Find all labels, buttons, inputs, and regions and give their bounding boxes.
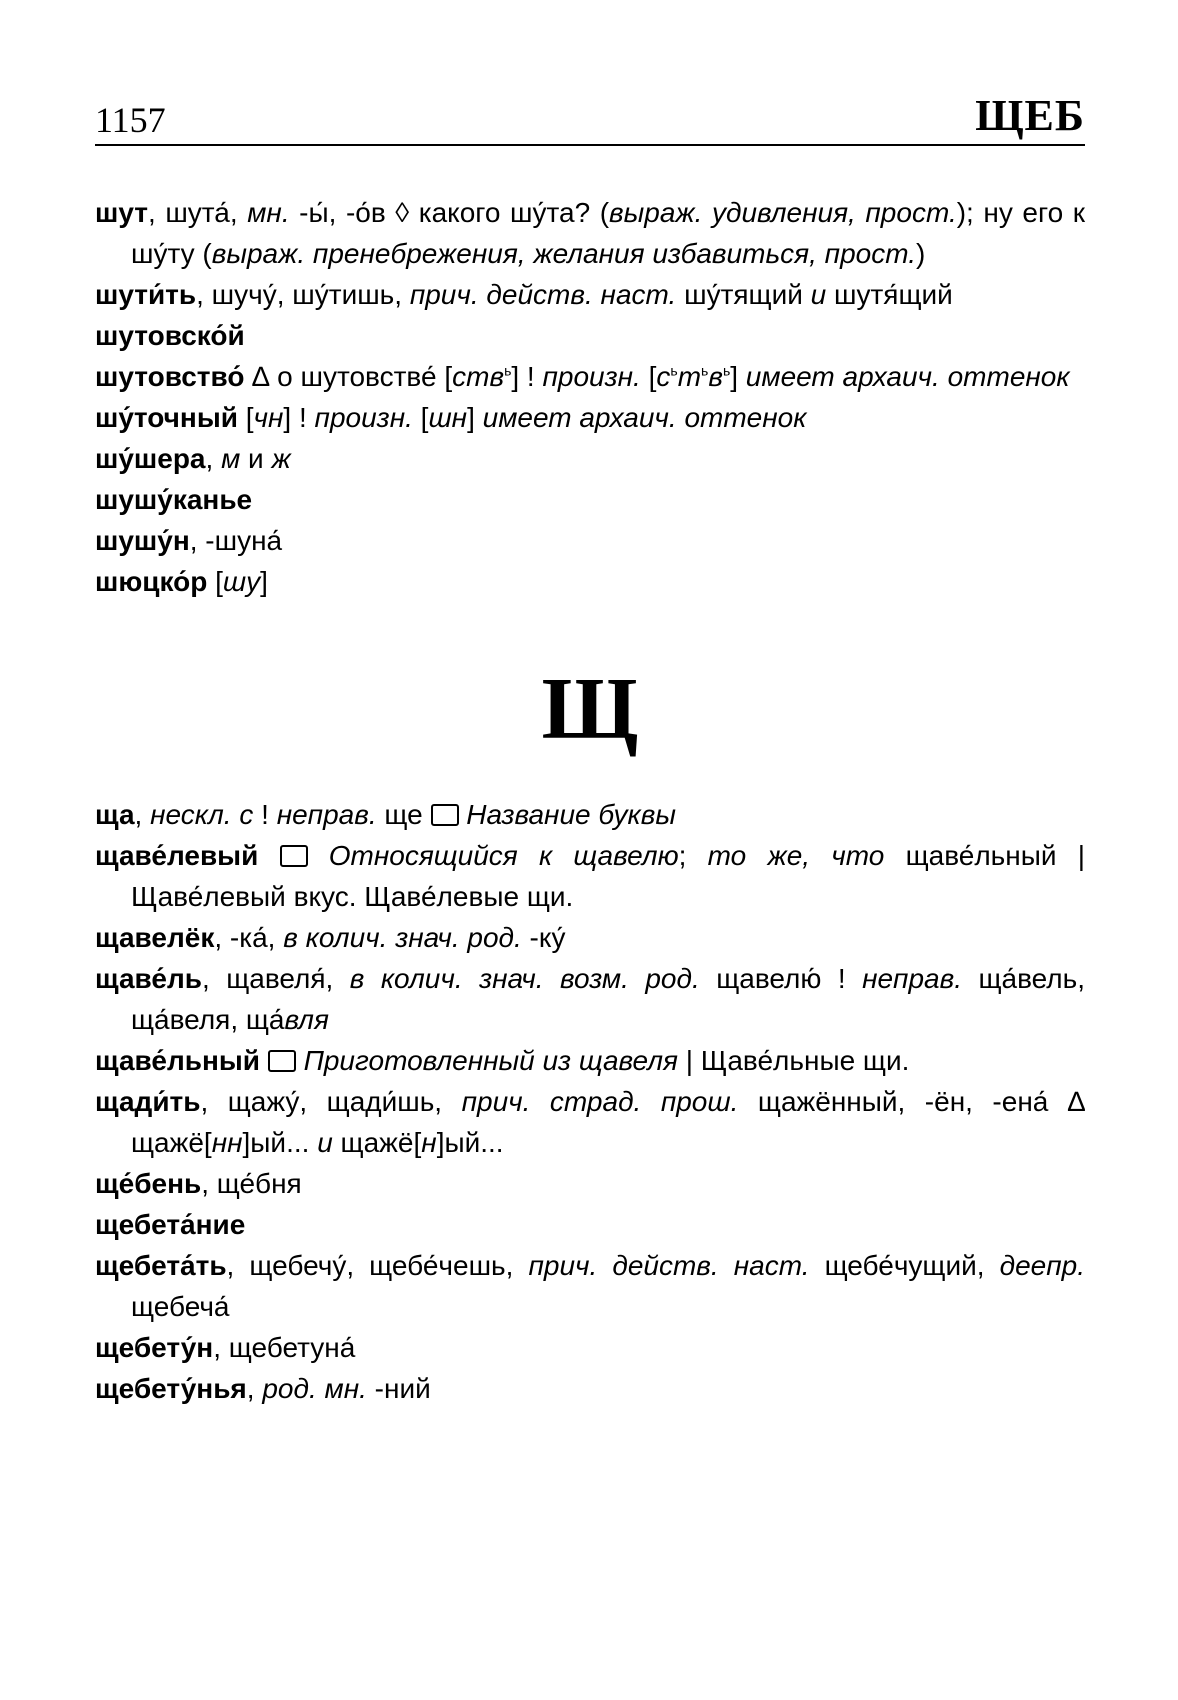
entry-text: , щебетуна́: [213, 1332, 356, 1363]
entry-text: , щебечу́, щебе́чешь,: [226, 1250, 529, 1281]
entry-text: [308, 840, 329, 871]
italic-label: шн: [428, 402, 468, 433]
entry-text: , щажу́, щади́шь,: [200, 1086, 462, 1117]
entry-text: [: [412, 402, 429, 433]
italic-label: произн.: [314, 402, 413, 433]
dictionary-entry: [95, 192, 1085, 274]
entry-text: ]: [467, 402, 483, 433]
entry-text: ∆ о шутовстве́ [: [244, 361, 453, 392]
entry-text: щаве́льный | Щаве́левый вкус. Щаве́левые щи.: [131, 840, 1085, 912]
running-head: ЩЕБ: [975, 91, 1085, 140]
entry-text: , шучу́, шу́тишь,: [196, 279, 410, 310]
entry-text: [260, 1045, 268, 1076]
entry-text: [: [237, 402, 254, 433]
italic-label: нескл. с: [150, 799, 254, 830]
entry-text: -ний: [366, 1373, 431, 1404]
dictionary-entry: [95, 1204, 1085, 1245]
dictionary-entry: [95, 917, 1085, 958]
headword: шути́ть: [95, 279, 197, 310]
entry-text: ); ну его к шу́ту (: [131, 197, 1085, 269]
dictionary-entry: [95, 1040, 1085, 1081]
italic-label: в колич. знач. возм. род.: [349, 963, 700, 994]
headword: шутовско́й: [95, 320, 245, 351]
section-letter-heading: Щ: [541, 661, 639, 758]
headword: шу́точный: [95, 402, 238, 433]
italic-label: Приготовленный из щавеля: [303, 1045, 678, 1076]
entry-text: щажённый, -ён, -ена́ ∆ щажё[: [131, 1086, 1085, 1158]
softness-mark: ь: [670, 362, 678, 379]
dictionary-entry: [95, 315, 1085, 356]
italic-label: т: [677, 361, 702, 392]
headword: шут: [95, 197, 148, 228]
entry-text: ,: [205, 443, 222, 474]
dictionary-entry: [95, 479, 1085, 520]
softness-mark: ь: [722, 362, 731, 379]
softness-mark: ь: [701, 362, 709, 379]
entry-text: , -ка́,: [214, 922, 284, 953]
italic-label: неправ.: [276, 799, 377, 830]
headword: щади́ть: [95, 1086, 201, 1117]
italic-label: в колич. знач. род.: [283, 922, 522, 953]
dictionary-entry: [95, 1368, 1085, 1409]
entry-text: ]ый...: [242, 1127, 318, 1158]
definition-box-icon: [268, 1050, 296, 1072]
headword: шушу́канье: [95, 484, 253, 515]
italic-label: и: [810, 279, 827, 310]
softness-mark: ь: [504, 362, 512, 379]
dictionary-entry: [95, 274, 1085, 315]
italic-label: Название буквы: [466, 799, 676, 830]
italic-label: Относящийся к щавелю: [328, 840, 679, 871]
entry-text: ;: [678, 840, 708, 871]
entry-text: [258, 840, 279, 871]
italic-label: прич. действ. наст.: [528, 1250, 810, 1281]
entry-text: [296, 1045, 304, 1076]
italic-label: вля: [284, 1004, 329, 1035]
entry-text: [: [207, 566, 223, 597]
definition-box-icon: [280, 845, 308, 867]
italic-label: с: [656, 361, 671, 392]
dictionary-entry: [95, 1327, 1085, 1368]
italic-label: неправ.: [862, 963, 963, 994]
italic-label: имеет архаич. оттенок: [482, 402, 807, 433]
page-header: [95, 78, 1085, 146]
entry-text: щебе́чущий,: [809, 1250, 1000, 1281]
dictionary-entry: [95, 794, 1085, 835]
entry-text: , щавеля́,: [201, 963, 350, 994]
entry-text: , -шуна́: [189, 525, 283, 556]
headword: шюцко́р: [95, 566, 208, 597]
entry-text: ]ый...: [436, 1127, 504, 1158]
dictionary-entry: [95, 397, 1085, 438]
italic-label: и: [317, 1127, 333, 1158]
headword: ще́бень: [95, 1168, 202, 1199]
headword: щебету́нья: [95, 1373, 247, 1404]
page-number: 1157: [95, 100, 166, 140]
italic-label: чн: [253, 402, 284, 433]
italic-label: выраж. удивления, прост.: [609, 197, 957, 228]
entry-text: ]: [260, 566, 268, 597]
dictionary-page: [95, 78, 1085, 1409]
entry-text: щажё[: [332, 1127, 422, 1158]
dictionary-entry: [95, 1163, 1085, 1204]
dictionary-entry: [95, 1081, 1085, 1163]
italic-label: ж: [271, 443, 291, 474]
dictionary-entry: [95, 958, 1085, 1040]
italic-label: мн.: [247, 197, 290, 228]
italic-label: прич. страд. прош.: [461, 1086, 739, 1117]
headword: щебета́ть: [95, 1250, 227, 1281]
headword: шутовство́: [95, 361, 245, 392]
headword: щаве́ль: [95, 963, 202, 994]
entry-text: [: [640, 361, 657, 392]
entry-text: , ще́бня: [201, 1168, 302, 1199]
entry-text: !: [253, 799, 277, 830]
italic-label: произн.: [542, 361, 641, 392]
italic-label: деепр.: [999, 1250, 1085, 1281]
dictionary-entry: [95, 438, 1085, 479]
dictionary-entry: [95, 356, 1085, 397]
entry-text: -ы́, -о́в ◊ какого шу́та? (: [289, 197, 610, 228]
headword: щебета́ние: [95, 1209, 246, 1240]
italic-label: имеет архаич. оттенок: [745, 361, 1070, 392]
headword: щебету́н: [95, 1332, 214, 1363]
entry-text: | Щаве́льные щи.: [677, 1045, 910, 1076]
entry-text: ,: [246, 1373, 263, 1404]
italic-label: ств: [452, 361, 505, 392]
entry-text: , шута́,: [147, 197, 248, 228]
entry-text: -ку́: [521, 922, 566, 953]
dictionary-entry: [95, 561, 1085, 602]
italic-label: выраж. пренебрежения, желания избавиться, прост.: [211, 238, 917, 269]
headword: шу́шера: [95, 443, 206, 474]
entries-sh-section: [95, 192, 1085, 602]
headword: щаве́льный: [95, 1045, 260, 1076]
italic-label: нн: [211, 1127, 243, 1158]
italic-label: род. мн.: [262, 1373, 367, 1404]
entry-text: ): [916, 238, 926, 269]
italic-label: прич. действ. наст.: [409, 279, 677, 310]
entry-text: ] !: [283, 402, 315, 433]
entry-text: и: [240, 443, 272, 474]
italic-label: шу: [222, 566, 261, 597]
entry-text: щавелю́ !: [699, 963, 863, 994]
headword: шушу́н: [95, 525, 190, 556]
entries-shch-section: [95, 794, 1085, 1409]
dictionary-entry: [95, 1245, 1085, 1327]
entry-text: шутя́щий: [826, 279, 953, 310]
dictionary-entry: [95, 520, 1085, 561]
entry-text: ]: [730, 361, 746, 392]
italic-label: м: [221, 443, 241, 474]
entry-text: ща́вель, ща́веля, ща́: [131, 963, 1085, 1035]
headword: ща: [95, 799, 135, 830]
dictionary-entry: [95, 835, 1085, 917]
italic-label: н: [421, 1127, 437, 1158]
entry-text: ] !: [511, 361, 543, 392]
entry-text: щебеча́: [131, 1291, 230, 1322]
headword: щаве́левый: [95, 840, 259, 871]
definition-box-icon: [431, 804, 459, 826]
italic-label: то же, что: [707, 840, 885, 871]
entry-text: шу́тящий: [676, 279, 811, 310]
headword: щавелёк: [95, 922, 215, 953]
entry-text: ще: [376, 799, 431, 830]
entry-text: ,: [134, 799, 151, 830]
italic-label: в: [708, 361, 723, 392]
